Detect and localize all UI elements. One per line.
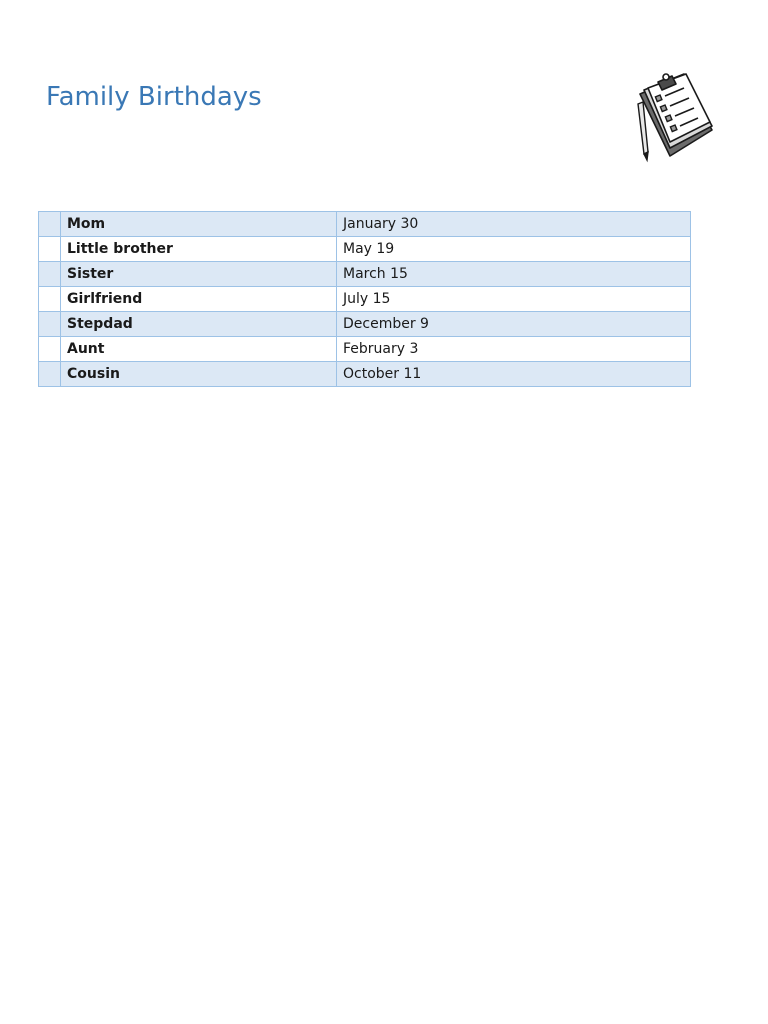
person-name: Little brother bbox=[61, 237, 337, 262]
table-row bbox=[39, 337, 691, 362]
row-marker bbox=[39, 287, 61, 312]
row-marker bbox=[39, 212, 61, 237]
table-row bbox=[39, 212, 691, 237]
row-marker bbox=[39, 237, 61, 262]
row-marker bbox=[39, 262, 61, 287]
birthday-date: May 19 bbox=[337, 237, 691, 262]
birthday-date: July 15 bbox=[337, 287, 691, 312]
birthday-date: January 30 bbox=[337, 212, 691, 237]
birthday-date: December 9 bbox=[337, 312, 691, 337]
person-name: Mom bbox=[61, 212, 337, 237]
person-name: Aunt bbox=[61, 337, 337, 362]
table-row bbox=[39, 362, 691, 387]
table-row bbox=[39, 237, 691, 262]
clipboard-checklist-icon bbox=[626, 68, 718, 166]
row-marker bbox=[39, 337, 61, 362]
person-name: Stepdad bbox=[61, 312, 337, 337]
person-name: Girlfriend bbox=[61, 287, 337, 312]
birthday-date: February 3 bbox=[337, 337, 691, 362]
table-row bbox=[39, 312, 691, 337]
page-title: Family Birthdays bbox=[46, 82, 262, 112]
table-row bbox=[39, 262, 691, 287]
row-marker bbox=[39, 312, 61, 337]
table-row bbox=[39, 287, 691, 312]
person-name: Cousin bbox=[61, 362, 337, 387]
birthday-table bbox=[38, 211, 691, 387]
birthday-date: October 11 bbox=[337, 362, 691, 387]
birthday-date: March 15 bbox=[337, 262, 691, 287]
row-marker bbox=[39, 362, 61, 387]
person-name: Sister bbox=[61, 262, 337, 287]
